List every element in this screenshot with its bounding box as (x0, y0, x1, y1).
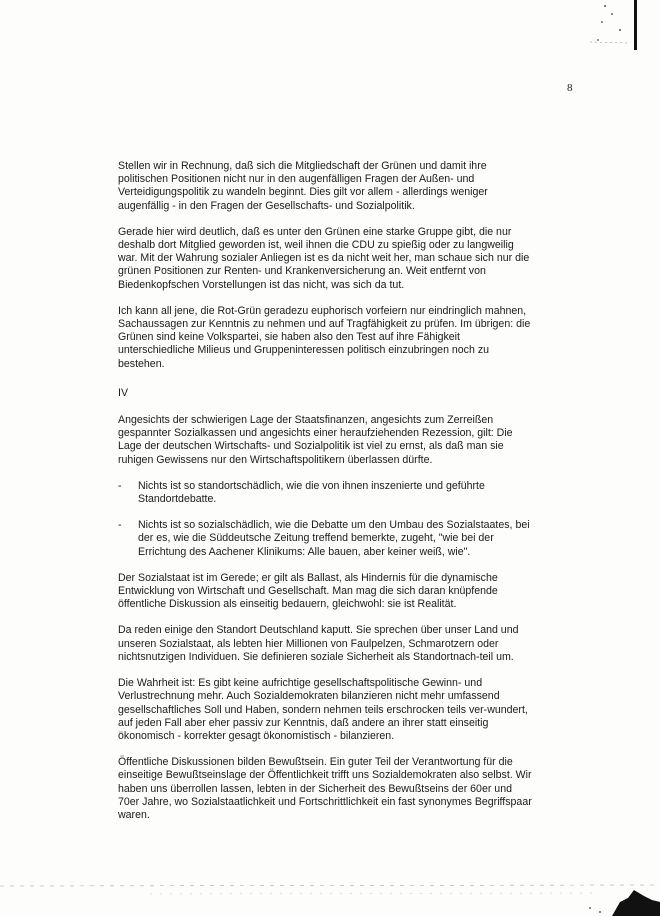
paragraph: Gerade hier wird deutlich, daß es unter den Grünen eine starke Gruppe gibt, die nur deshalb dort Mitglied geworden ist, weil ihnen die CDU zu spießig oder zu langweilig war. Mit der Wahrung sozialer Anliegen ist es da nicht weit her, man schaue sich nur die grünen Positionen zur Renten- und Krankenversicherung an. Weit entfernt von Biedenkopfschen Vorstellungen ist das nicht, was sich da tut. (118, 225, 530, 291)
bullet-text: Nichts ist so standortschädlich, wie die von ihnen inszenierte und geführte Standortdebatte. (138, 479, 485, 506)
paragraph: Ich kann all jene, die Rot-Grün geradezu euphorisch vorfeiern nur eindringlich mahnen, Sachaussagen zur Kenntnis zu nehmen und auf Tragfähigkeit zu prüfen. Im übrigen: die Grünen sind keine Volkspartei, sie haben also den Test auf ihre Fähigkeit unterschiedliche Milieus und Gruppeninteressen politisch einzubringen noch zu bestehen. (118, 304, 531, 370)
paragraph: Die Wahrheit ist: Es gibt keine aufrichtige gesellschaftspolitische Gewinn- und Verlustrechnung mehr. Auch Sozialdemokraten bilanzieren nicht mehr umfassend gesellschaftliches Soll und Haben, sondern nehmen teils erschrocken teils ver-wundert, auf jeden Fall aber eher passiv zur Kenntnis, daß andere an ihrer statt einseitig ökonomisch - korrekter gesagt ökonomistisch - bilanzieren. (118, 677, 528, 742)
bullet-text: Nichts ist so sozialschädlich, wie die Debatte um den Umbau des Sozialstaates, bei der es, wie die Süddeutsche Zeitung treffend bemerkte, zugeht, "wie bei der Errichtung des Aachener Klinikums: Alle bauen, aber keiner weiß, wie". (138, 519, 530, 558)
scan-edge-artifact-top (590, 0, 660, 50)
paragraph: Angesichts der schwierigen Lage der Staatsfinanzen, angesichts zum Zerreißen gespannter Sozialkassen und angesichts einer heraufziehenden Rezession, gilt: Die Lage der deutschen Wirtschafts- und Sozialpolitik ist viel zu ernst, als daß man sie ruhigen Gewissens nur den Wirtschaftspolitikern überlassen dürfte. (118, 414, 513, 466)
bullet-item (118, 519, 536, 559)
paragraph: Öffentliche Diskussionen bilden Bewußtsein. Ein guter Teil der Verantwortung für die einseitige Bewußtseinslage der Öffentlichkeit trifft uns Sozialdemokraten also selbst. Wir haben uns überrollen lassen, lebten in der Sicherheit des Bewußtseins der 60er und 70er Jahre, wo Sozialstaatlichkeit und Fortschrittlichkeit ein fast synonymes Begriffspaar waren. (118, 756, 532, 821)
paragraph: Stellen wir in Rechnung, daß sich die Mitgliedschaft der Grünen und damit ihre politischen Positionen nicht nur in den augenfälligen Fragen der Außen- und Verteidigungspolitik zu wandeln beginnt. Dies gilt vor allem - allerdings weniger augenfällig - in den Fragen der Gesellschafts- und Sozialpolitik. (118, 160, 488, 212)
scan-edge-artifact-bottom (0, 872, 660, 916)
bullet-item (118, 480, 536, 506)
section-heading: IV (118, 386, 129, 399)
bullet-marker: - (118, 519, 122, 532)
page-number: 8 (567, 82, 573, 94)
paragraph: Da reden einige den Standort Deutschland kaputt. Sie sprechen über unser Land und unseren Sozialstaat, als lebten hier Millionen von Faulpelzen, Schmarotzern oder nichtsnutzigen Individuen. Sie definieren soziale Sicherheit als Standortnach-teil um. (118, 624, 519, 663)
paragraph: Der Sozialstaat ist im Gerede; er gilt als Ballast, als Hindernis für die dynamische Entwicklung von Wirtschaft und Gesellschaft. Man mag die sich daran knüpfende öffentliche Diskussion als einseitig bedauern, gleichwohl: sie ist Realität. (118, 571, 498, 611)
document-body (118, 160, 536, 835)
bullet-marker: - (118, 479, 122, 492)
